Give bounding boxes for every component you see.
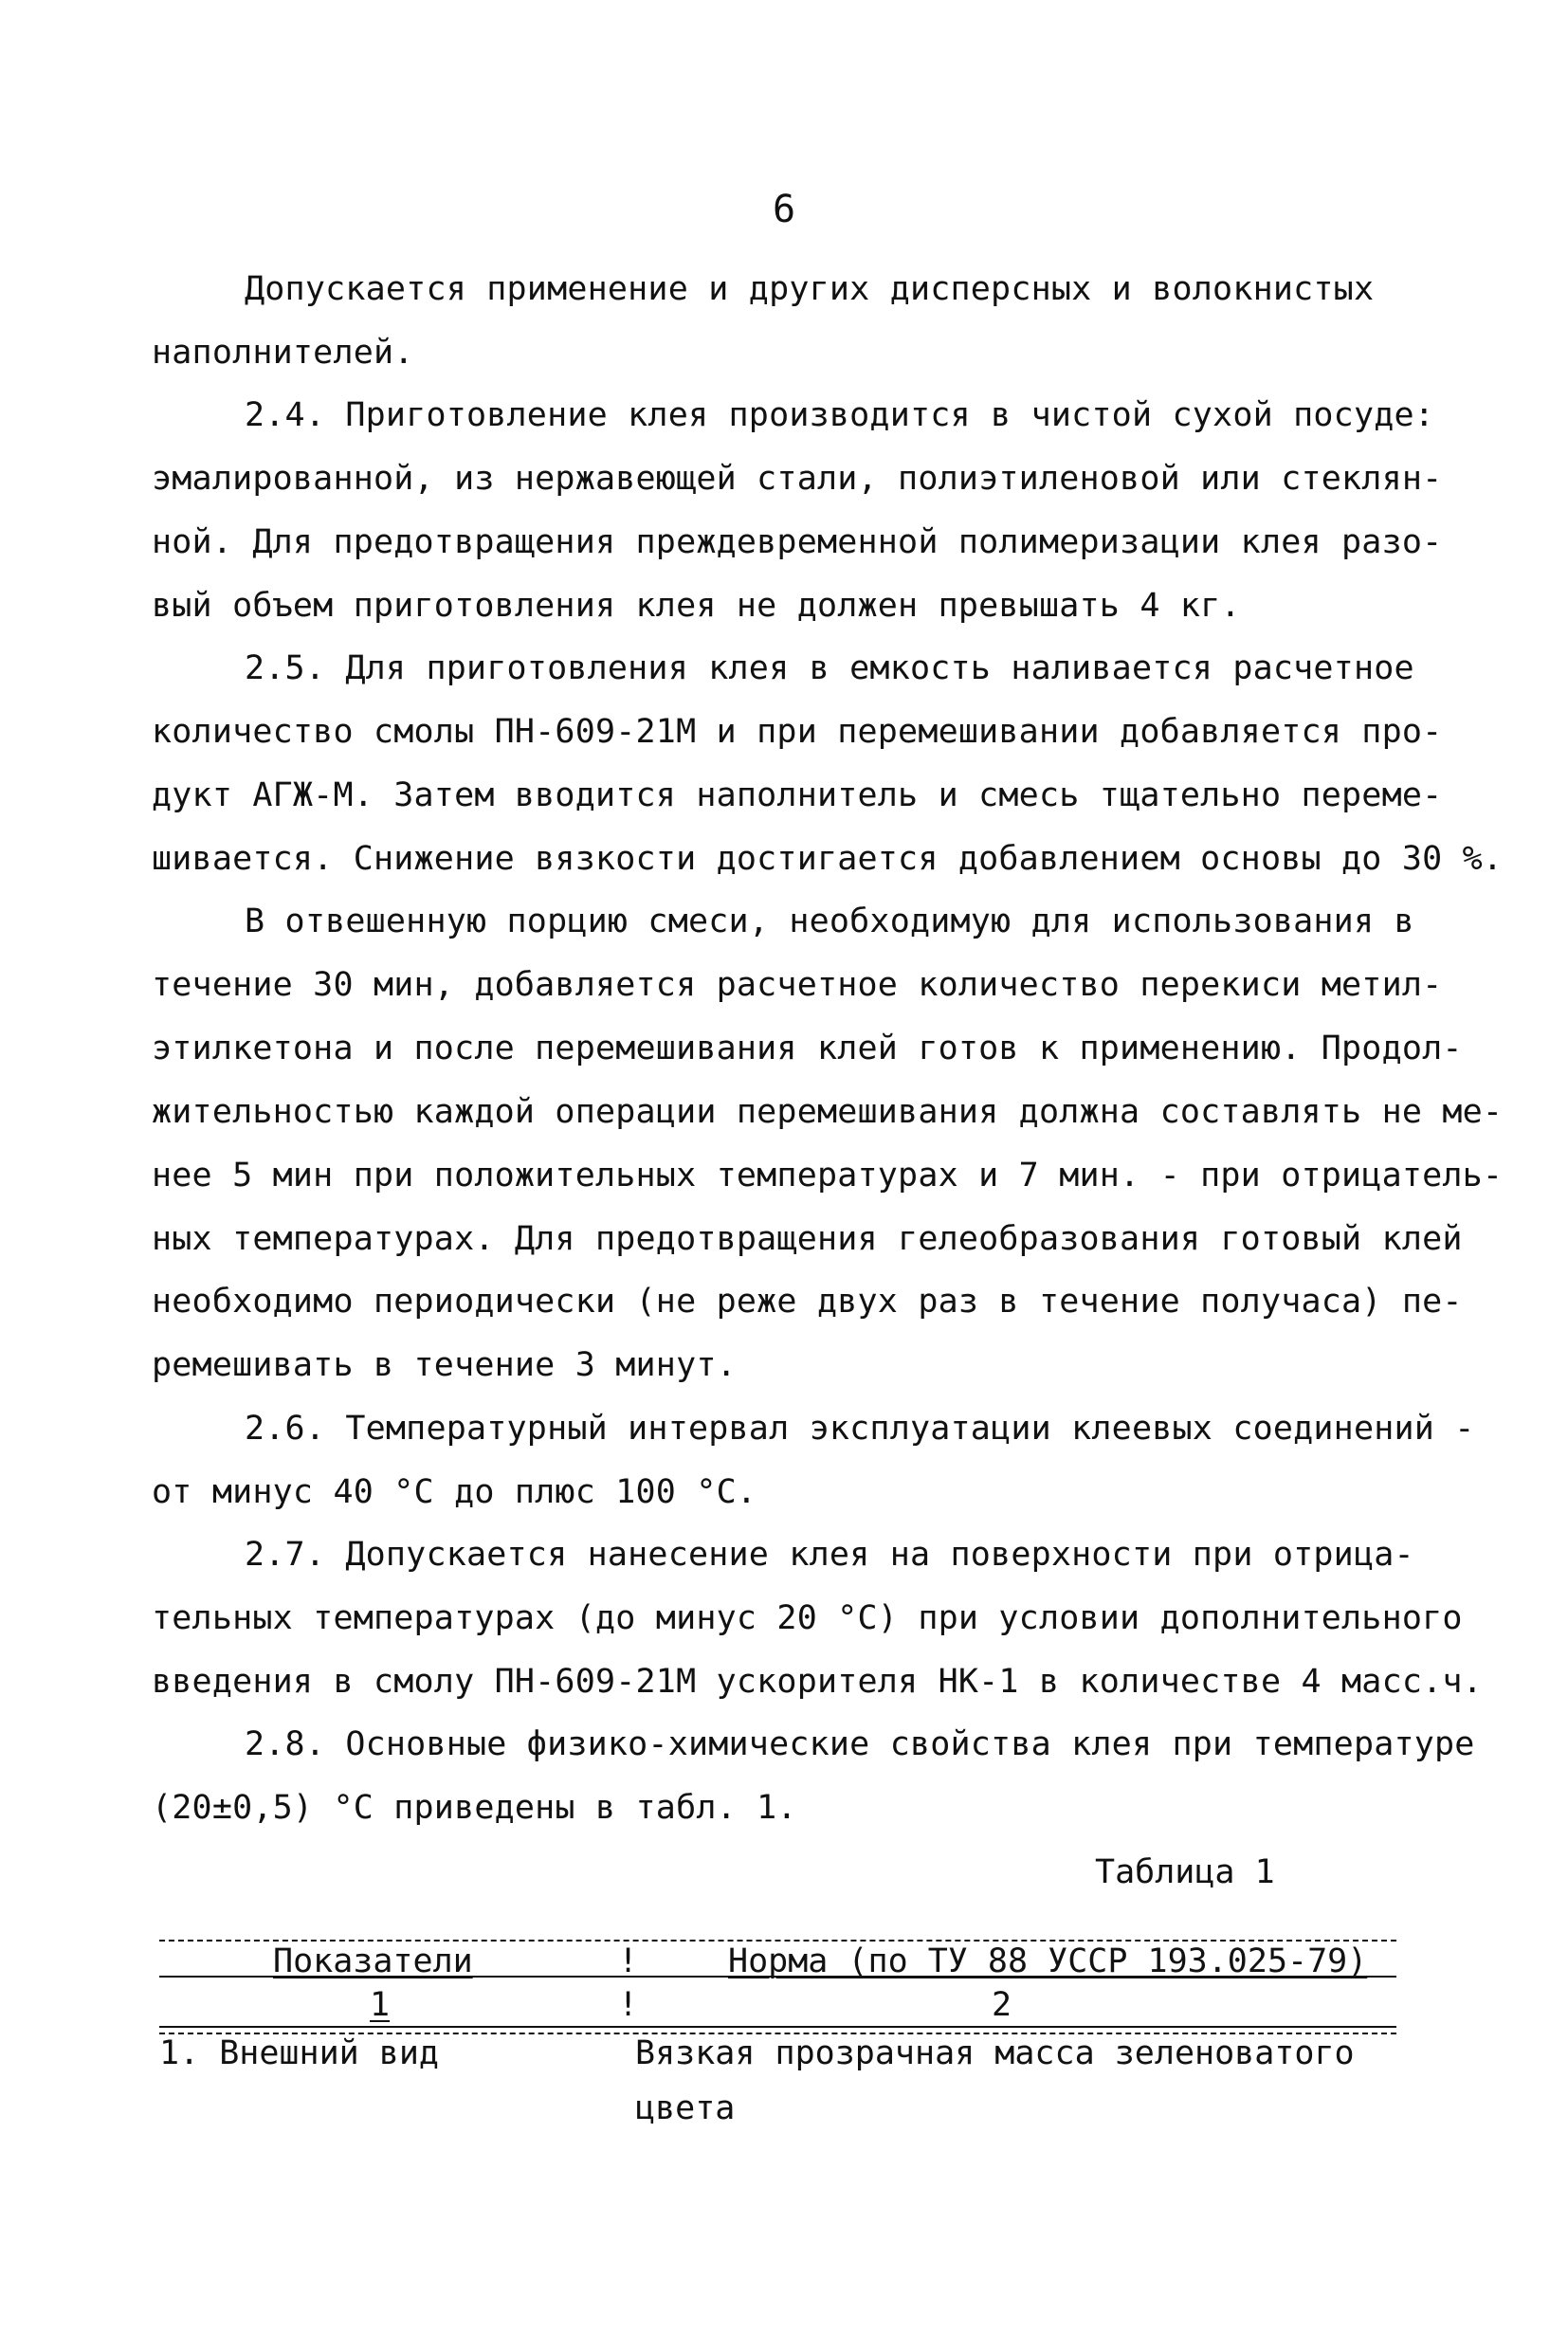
table-column-number-2: 2 [992,1986,1012,2024]
body-line-19: 2.6. Температурный интервал эксплуатации клеевых соединений - [245,1410,1475,1448]
table-header-separator: ! [618,1942,639,1980]
body-line-23: введения в смолу ПН-609-21М ускорителя НК-1 в количестве 4 масс.ч. [152,1663,1483,1701]
body-line-25: (20±0,5) °С приведены в табл. 1. [152,1789,797,1827]
table-row-1-norm-line-1: Вязкая прозрачная масса зеленоватого [635,2034,1355,2072]
body-line-4: эмалированной, из нержавеющей стали, полиэтиленовой или стеклян- [152,460,1443,498]
body-line-1: Допускается применение и других дисперсных и волокнистых [245,270,1375,308]
body-line-9: дукт АГЖ-М. Затем вводится наполнитель и смесь тщательно переме- [152,776,1443,814]
table-header-norm: Норма (по ТУ 88 УССР 193.025-79) [728,1942,1368,1980]
body-line-6: вый объем приготовления клея не должен превышать 4 кг. [152,587,1241,625]
body-line-10: шивается. Снижение вязкости достигается добавлением основы до 30 %. [152,840,1504,878]
body-line-16: ных температурах. Для предотвращения гелеобразования готовый клей [152,1220,1463,1258]
body-line-5: ной. Для предотвращения преждевременной полимеризации клея разо- [152,523,1443,561]
body-line-20: от минус 40 °С до плюс 100 °С. [152,1473,757,1511]
body-line-13: этилкетона и после перемешивания клей готов к применению. Продол- [152,1030,1463,1067]
body-line-8: количество смолы ПН-609-21М и при перемешивании добавляется про- [152,713,1443,751]
body-line-18: ремешивать в течение 3 минут. [152,1346,737,1384]
body-line-22: тельных температурах (до минус 20 °С) при условии дополнительного [152,1599,1463,1637]
body-line-15: нее 5 мин при положительных температурах и 7 мин. - при отрицатель- [152,1157,1504,1194]
body-line-21: 2.7. Допускается нанесение клея на поверхности при отрицa- [245,1536,1414,1574]
table-top-rule [159,1940,1396,1942]
body-line-14: жительностью каждой операции перемешивания должна составлять не ме- [152,1093,1504,1131]
page-number: 6 [772,188,796,231]
body-line-12: течение 30 мин, добавляется расчетное количество перекиси метил- [152,966,1443,1004]
table-row-1-indicator: 1. Внешний вид [159,2034,440,2072]
body-line-17: необходимо периодически (не реже двух раз в течение получаса) пе- [152,1283,1463,1321]
body-line-7: 2.5. Для приготовления клея в емкость наливается расчетное [245,649,1414,687]
table-number-separator: ! [618,1986,639,2024]
table-header-indicators: Показатели [273,1942,473,1980]
table-header-rule [159,1976,1396,1978]
table-title: Таблица 1 [1095,1853,1275,1891]
body-line-24: 2.8. Основные физико-химические свойства клея при температуре [245,1725,1475,1763]
body-line-3: 2.4. Приготовление клея производится в чистой сухой посуде: [245,396,1435,434]
table-column-number-1: 1 [370,1986,391,2024]
body-line-2: наполнителей. [152,334,414,372]
body-line-11: В отвешенную порцию смеси, необходимую для использования в [245,903,1414,940]
table-row-1-norm-line-2: цвета [635,2089,736,2127]
table-number-rule [159,2026,1396,2028]
